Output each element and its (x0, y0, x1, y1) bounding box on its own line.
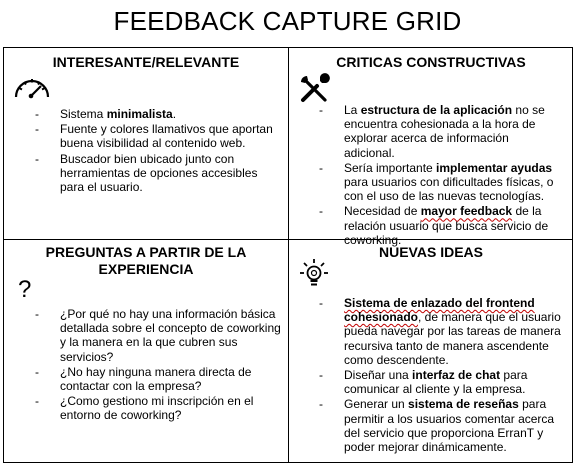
feedback-grid (3, 47, 573, 463)
quadrant-criticas-heading: CRITICAS CONSTRUCTIVAS (336, 54, 526, 70)
quadrant-preguntas-heading: PREGUNTAS A PARTIR DE LA EXPERIENCIA (45, 244, 247, 277)
list-item: - Generar un sistema de reseñas para permitir a los usuarios comentar acerca del servicio que proporciona ErranT y poder mejorar dinámicamente. (319, 397, 555, 455)
lightbulb-icon (299, 258, 329, 295)
quadrant-nuevas-list (319, 296, 564, 455)
list-item: - Diseñar una interfaz de chat para comunicar al cliente y la empresa. (319, 368, 528, 397)
quadrant-nuevas-heading: NUEVAS IDEAS (379, 244, 483, 260)
tools-icon (298, 73, 330, 110)
quadrant-interesante-list (35, 107, 282, 195)
quadrant-interesante-heading: INTERESANTE/RELEVANTE (52, 54, 240, 70)
list-item: - La estructura de la aplicación no se encuentra cohesionada a la hora de explorar acerca de información adicional. (319, 103, 545, 160)
list-item: - Sistema minimalista. (35, 107, 177, 121)
list-item: - Fuente y colores llamativos que aportan buena visibilidad al contenido web. (35, 122, 273, 151)
list-item: - Buscador bien ubicado junto con herramientas de opciones accesibles para el usuario. (35, 151, 258, 195)
quadrant-preguntas-list (35, 307, 282, 424)
list-item: - ¿Como gestiono mi inscripción en el entorno de coworking? (35, 394, 254, 423)
page-title: FEEDBACK CAPTURE GRID (113, 6, 462, 36)
list-item: - ¿Por qué no hay una información básica detallada sobre el concepto de coworking y la manera en la que cubren sus servicios? (35, 307, 281, 364)
list-item: - Necesidad de mayor feedback de la relación usuario que busca servicio de coworking. (319, 204, 549, 247)
speedometer-icon (13, 74, 51, 105)
question-icon: ? (18, 276, 32, 303)
list-item: - Sería importante implementar ayudas para usuarios con dificultades físicas, o con el uso de las nuevas tecnologías. (319, 160, 554, 204)
list-item: - Sistema de enlazado del frontend cohesionado, de manera que el usuario pueda navegar por las tareas de manera recursiva tanto de manera ascendente como descendente. (319, 296, 561, 367)
quadrant-criticas-list (319, 103, 562, 248)
list-item: - ¿No hay ninguna manera directa de contactar con la empresa? (35, 364, 252, 394)
